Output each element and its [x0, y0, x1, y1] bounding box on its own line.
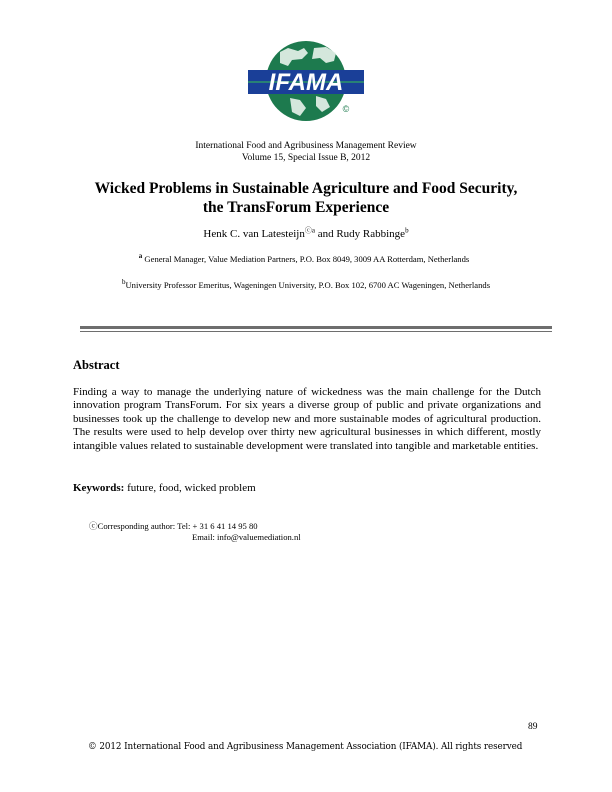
author-1-marks: ⓒa — [304, 226, 315, 235]
affiliation-a-mark: a — [138, 252, 143, 261]
affiliation-b-mark: b — [121, 278, 126, 287]
corresponding-email: Email: info@valuemediation.nl — [192, 532, 301, 542]
affiliation-a-text: General Manager, Value Mediation Partners, P.O. Box 8049, 3009 AA Rotterdam, Netherlands — [144, 254, 470, 264]
keywords-label: Keywords: — [73, 482, 125, 494]
copyright-footer: © 2012 International Food and Agribusiness Management Association (IFAMA). All rights reserved — [88, 742, 523, 752]
affiliation-b-text: University Professor Emeritus, Wageningen University, P.O. Box 102, 6700 AC Wageningen, Netherlands — [125, 280, 491, 290]
author-2-mark: b — [405, 226, 409, 235]
paper-title-line2: the TransForum Experience — [202, 199, 390, 216]
paper-title-line1: Wicked Problems in Sustainable Agriculture and Food Security, — [94, 180, 518, 197]
affiliation-b — [0, 280, 612, 290]
separator-rule-thin — [80, 331, 552, 332]
keywords-line — [73, 482, 256, 494]
copyright-mark: © — [342, 104, 350, 114]
journal-name: International Food and Agribusiness Management Review — [195, 141, 417, 151]
abstract-body: Finding a way to manage the underlying nature of wickedness was the main challenge for the Dutch innovation program TransForum. For six years a diverse group of public and private organizations and businesses took up the challenge to develop new and more sustainable modes of agricultural production. The results were used to help develop over thirty new agricultural businesses in which different, mostly intangible values related to sustainable development were translated into tangible and marketable entities. — [73, 386, 541, 452]
affiliation-a — [0, 254, 608, 264]
abstract-heading: Abstract — [73, 358, 120, 372]
journal-issue: Volume 15, Special Issue B, 2012 — [241, 153, 371, 163]
keywords-value: future, food, wicked problem — [127, 482, 256, 494]
authors-line — [0, 228, 612, 240]
page-number: 89 — [528, 722, 538, 732]
author-1: Henk C. van Latesteijn — [203, 228, 305, 240]
ifama-logo — [246, 40, 366, 122]
separator-rule-thick — [80, 326, 552, 329]
author-2: and Rudy Rabbinge — [317, 228, 406, 240]
corresponding-tel: Corresponding author: Tel: + 31 6 41 14 95 80 — [97, 521, 258, 531]
corresponding-mark: ⓒ — [89, 521, 98, 531]
logo-text: IFAMA — [268, 69, 344, 96]
corresponding-author — [89, 520, 258, 532]
